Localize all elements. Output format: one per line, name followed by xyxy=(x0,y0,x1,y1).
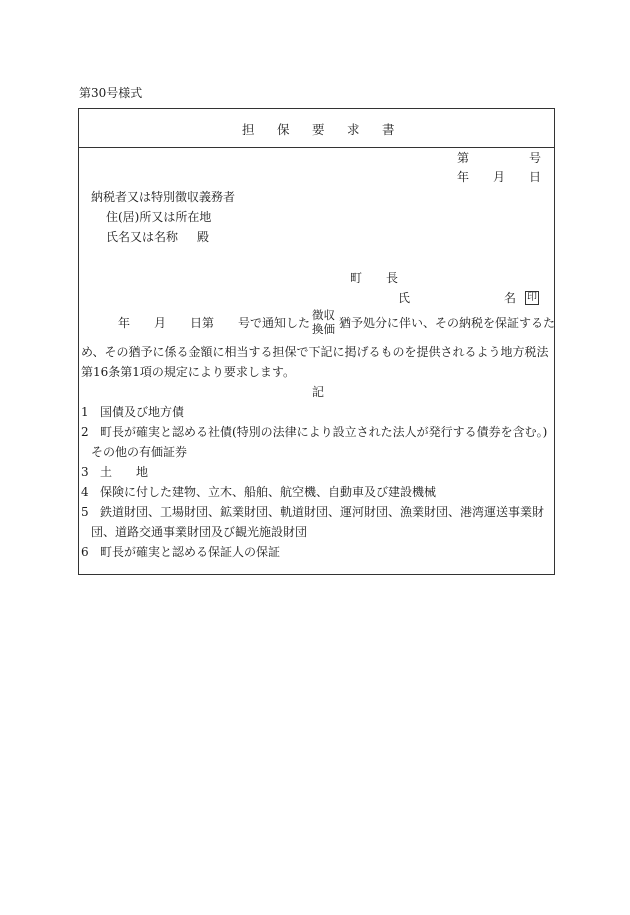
body-line1-post: 猶予処分に伴い、その納税を保証するた xyxy=(339,316,556,330)
addressee-line1: 納税者又は特別徴収義務者 xyxy=(91,190,236,204)
title-char-4: 求 xyxy=(347,122,360,137)
ki-heading: 記 xyxy=(312,385,325,399)
item-6-text: 町長が確実と認める保証人の保証 xyxy=(100,545,281,559)
item-3-text: 土 地 xyxy=(100,465,149,479)
item-2-text: 町長が確実と認める社債(特別の法律により設立された法人が発行する債券を含む。) xyxy=(100,425,548,439)
title-char-2: 保 xyxy=(277,122,290,137)
title-char-1: 担 xyxy=(242,122,255,137)
item-4-number: 4 xyxy=(81,485,89,499)
addressee-line2: 住(居)所又は所在地 xyxy=(106,210,212,224)
title-row xyxy=(79,109,554,148)
item-1-text: 国債及び地方債 xyxy=(100,405,185,419)
item-3-number: 3 xyxy=(81,465,89,479)
body-line1-pre: 年 月 日第 号で通知した xyxy=(118,316,311,330)
item-5-number: 5 xyxy=(81,505,89,519)
item-5-text: 鉄道財団、工場財団、鉱業財団、軌道財団、運河財団、漁業財団、港湾運送事業財 xyxy=(100,505,545,519)
item-1-number: 1 xyxy=(81,405,89,419)
item-2-continuation: その他の有価証券 xyxy=(91,445,188,459)
stacked-choice-top: 徴収 xyxy=(312,308,335,322)
stacked-choice xyxy=(312,308,335,336)
document-frame xyxy=(78,108,555,575)
body-line2: め、その猶予に係る金額に相当する担保で下記に掲げるものを提供されるよう地方税法 xyxy=(81,345,549,359)
date-year: 年 xyxy=(457,170,470,184)
title-char-5: 書 xyxy=(382,122,395,137)
title-char-3: 要 xyxy=(312,122,325,137)
ref-number-prefix: 第 xyxy=(457,151,470,165)
item-4-text: 保険に付した建物、立木、船舶、航空機、自動車及び建設機械 xyxy=(100,485,437,499)
form-number-label: 第30号様式 xyxy=(79,86,143,100)
date-month: 月 xyxy=(493,170,506,184)
addressee-line3: 氏名又は名称 xyxy=(106,230,179,244)
issuer-name-right: 名 xyxy=(504,291,517,305)
issuer-title: 町 長 xyxy=(350,271,399,285)
ref-number-suffix: 号 xyxy=(529,151,542,165)
date-day: 日 xyxy=(529,170,542,184)
seal-stamp: 印 xyxy=(527,292,537,303)
addressee-honorific: 殿 xyxy=(197,230,210,244)
item-5-continuation: 団、道路交通事業財団及び観光施設財団 xyxy=(91,525,308,539)
stacked-choice-bottom: 換価 xyxy=(312,322,335,336)
item-6-number: 6 xyxy=(81,545,89,559)
issuer-name-left: 氏 xyxy=(398,291,411,305)
item-2-number: 2 xyxy=(81,425,89,439)
body-line3: 第16条第1項の規定により要求します。 xyxy=(81,365,295,379)
